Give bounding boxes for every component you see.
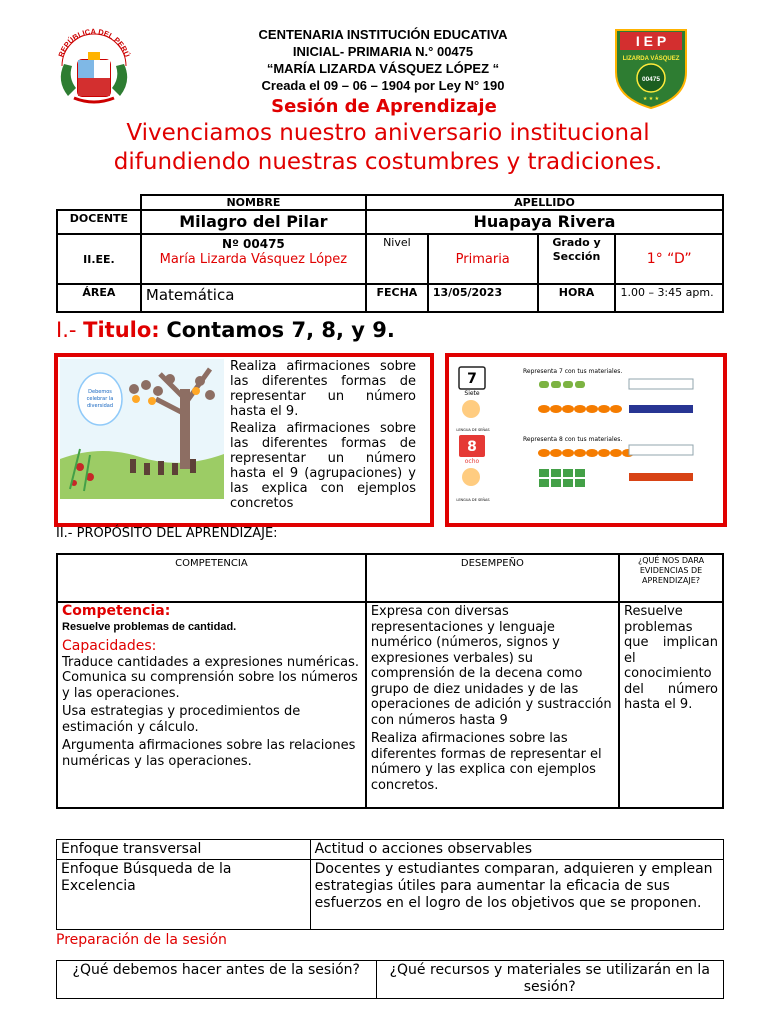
ws-word-7: Siete (464, 390, 480, 397)
enfoque-table (56, 839, 724, 930)
preparacion-q1: ¿Qué debemos hacer antes de la sesión? (57, 961, 377, 999)
activity-para-1: Realiza afirmaciones sobre las diferentes formas de representar un número hasta el 9. (230, 359, 416, 419)
ws-word-8: ocho (464, 458, 480, 465)
col-desempeno: DESEMPEÑO (366, 554, 619, 602)
ws-caption-8: Representa 8 con tus materiales. (523, 436, 623, 443)
svg-text:celebrar la: celebrar la (86, 396, 114, 402)
enfoque-cell-1: Enfoque Búsqueda de la Excelencia (57, 860, 311, 930)
grado-value: 1° “D” (615, 234, 723, 284)
fecha-value: 13/05/2023 (428, 284, 538, 312)
info-table (56, 194, 724, 313)
badge-name-text: LIZARDA VÁSQUEZ (622, 56, 680, 62)
desempeno-2: Realiza afirmaciones sobre las diferentes formas de representar el número y las explica con ejemplos concretos. (370, 731, 602, 793)
capacidad-1: Traduce cantidades a expresiones numéricas. (62, 654, 360, 670)
nivel-label: Nivel (366, 234, 428, 284)
competencia-value: Resuelve problemas de cantidad. (62, 620, 237, 633)
activity-para-2: Realiza afirmaciones sobre las diferentes formas de representar un número hasta el 9 (agrupaciones) y las explica con ejemplos concretos (230, 421, 416, 511)
preparacion-q2: ¿Qué recursos y materiales se utilizarán en la sesión? (376, 961, 723, 999)
fecha-label: FECHA (366, 284, 428, 312)
desempeno-1: Expresa con diversas representaciones y lenguaje numérico (números, signos y expresiones verbales) su comprensión de la decena como grupo de diez unidades y de las operaciones de adición y sustracción con números hasta 9 (370, 604, 612, 728)
peru-coat-of-arms (48, 26, 140, 106)
badge-iep-text: I E P (635, 33, 667, 49)
header-line-2: INICIAL- PRIMARIA N.° 00475 (292, 44, 474, 59)
proposito-heading: II.- PROPÓSITO DEL APRENDIZAJE: (56, 526, 278, 541)
proposito-table (56, 553, 724, 809)
svg-text:Debemos: Debemos (88, 389, 112, 395)
activity-box (54, 353, 434, 527)
docente-label: DOCENTE (57, 210, 141, 234)
iiee-number: Nº 00475 (222, 237, 285, 251)
nivel-value: Primaria (428, 234, 538, 284)
svg-text:★ ★ ★: ★ ★ ★ (642, 96, 660, 102)
hora-value: 1.00 – 3:45 apm. (615, 284, 723, 312)
trees-illustration (60, 359, 224, 499)
titulo-text: Contamos 7, 8, y 9. (166, 318, 395, 342)
titulo-label: Titulo: (83, 318, 160, 342)
titulo-line (56, 316, 395, 344)
capacidad-3: Usa estrategias y procedimientos de estimación y cálculo. (62, 704, 301, 735)
header-line-3: “MARÍA LIZARDA VÁSQUEZ LÓPEZ “ (266, 61, 500, 76)
svg-text:diversidad: diversidad (86, 403, 114, 409)
capacidad-4: Argumenta afirmaciones sobre las relaciones numéricas y las operaciones. (62, 738, 356, 769)
header-nombre: NOMBRE (141, 195, 366, 210)
ws-num-8: 8 (467, 439, 477, 455)
header-line-4: Creada el 09 – 06 – 1904 por Ley N° 190 (261, 78, 505, 93)
area-label: ÁREA (57, 284, 141, 312)
ws-caption-7: Representa 7 con tus materiales. (523, 368, 623, 375)
competencia-label: Competencia: (62, 603, 171, 619)
iiee-label: II.EE. (57, 234, 141, 284)
preparacion-table (56, 960, 724, 999)
evidencia-text: Resuelve problemas que implican el conocimiento del número hasta el 9. (619, 602, 723, 808)
area-value: Matemática (141, 284, 366, 312)
enfoque-header-1: Enfoque transversal (57, 840, 311, 860)
grado-label: Grado y Sección (538, 234, 616, 284)
header-apellido: APELLIDO (366, 195, 723, 210)
hora-label: HORA (538, 284, 616, 312)
docente-nombre: Milagro del Pilar (141, 210, 366, 234)
badge-num-text: 00475 (641, 76, 661, 83)
col-competencia: COMPETENCIA (57, 554, 366, 602)
iiee-name: María Lizarda Vásquez López (159, 252, 348, 267)
preparacion-heading: Preparación de la sesión (56, 932, 227, 948)
ws-lsign-8: LENGUA DE SEÑAS (456, 498, 490, 502)
capacidad-2: Comunica su comprensión sobre los números y las operaciones. (62, 670, 358, 701)
ws-num-7: 7 (467, 371, 477, 387)
enfoque-cell-2: Docentes y estudiantes comparan, adquieren y emplean estrategias útiles para aumentar la eficacia de sus esfuerzos en el logro de los objetivos que se proponen. (310, 860, 723, 930)
session-label: Sesión de Aprendizaje (271, 96, 497, 117)
capacidades-label: Capacidades: (62, 638, 157, 654)
seal-arc-text: REPÚBLICA DEL PERÚ (56, 26, 132, 59)
enfoque-header-2: Actitud o acciones observables (310, 840, 723, 860)
session-title: Vivenciamos nuestro aniversario institucional difundiendo nuestras costumbres y tradiciones. (113, 120, 663, 175)
ws-lsign-7: LENGUA DE SEÑAS (456, 428, 490, 432)
header-line-1: CENTENARIA INSTITUCIÓN EDUCATIVA (258, 27, 508, 42)
worksheet-box (445, 353, 727, 527)
col-evidencias: ¿QUÉ NOS DARA EVIDENCIAS DE APRENDIZAJE? (619, 554, 723, 602)
docente-apellido: Huapaya Rivera (366, 210, 723, 234)
titulo-prefix: I.- (56, 318, 77, 342)
worksheet-image (453, 361, 719, 519)
school-header (200, 26, 566, 94)
